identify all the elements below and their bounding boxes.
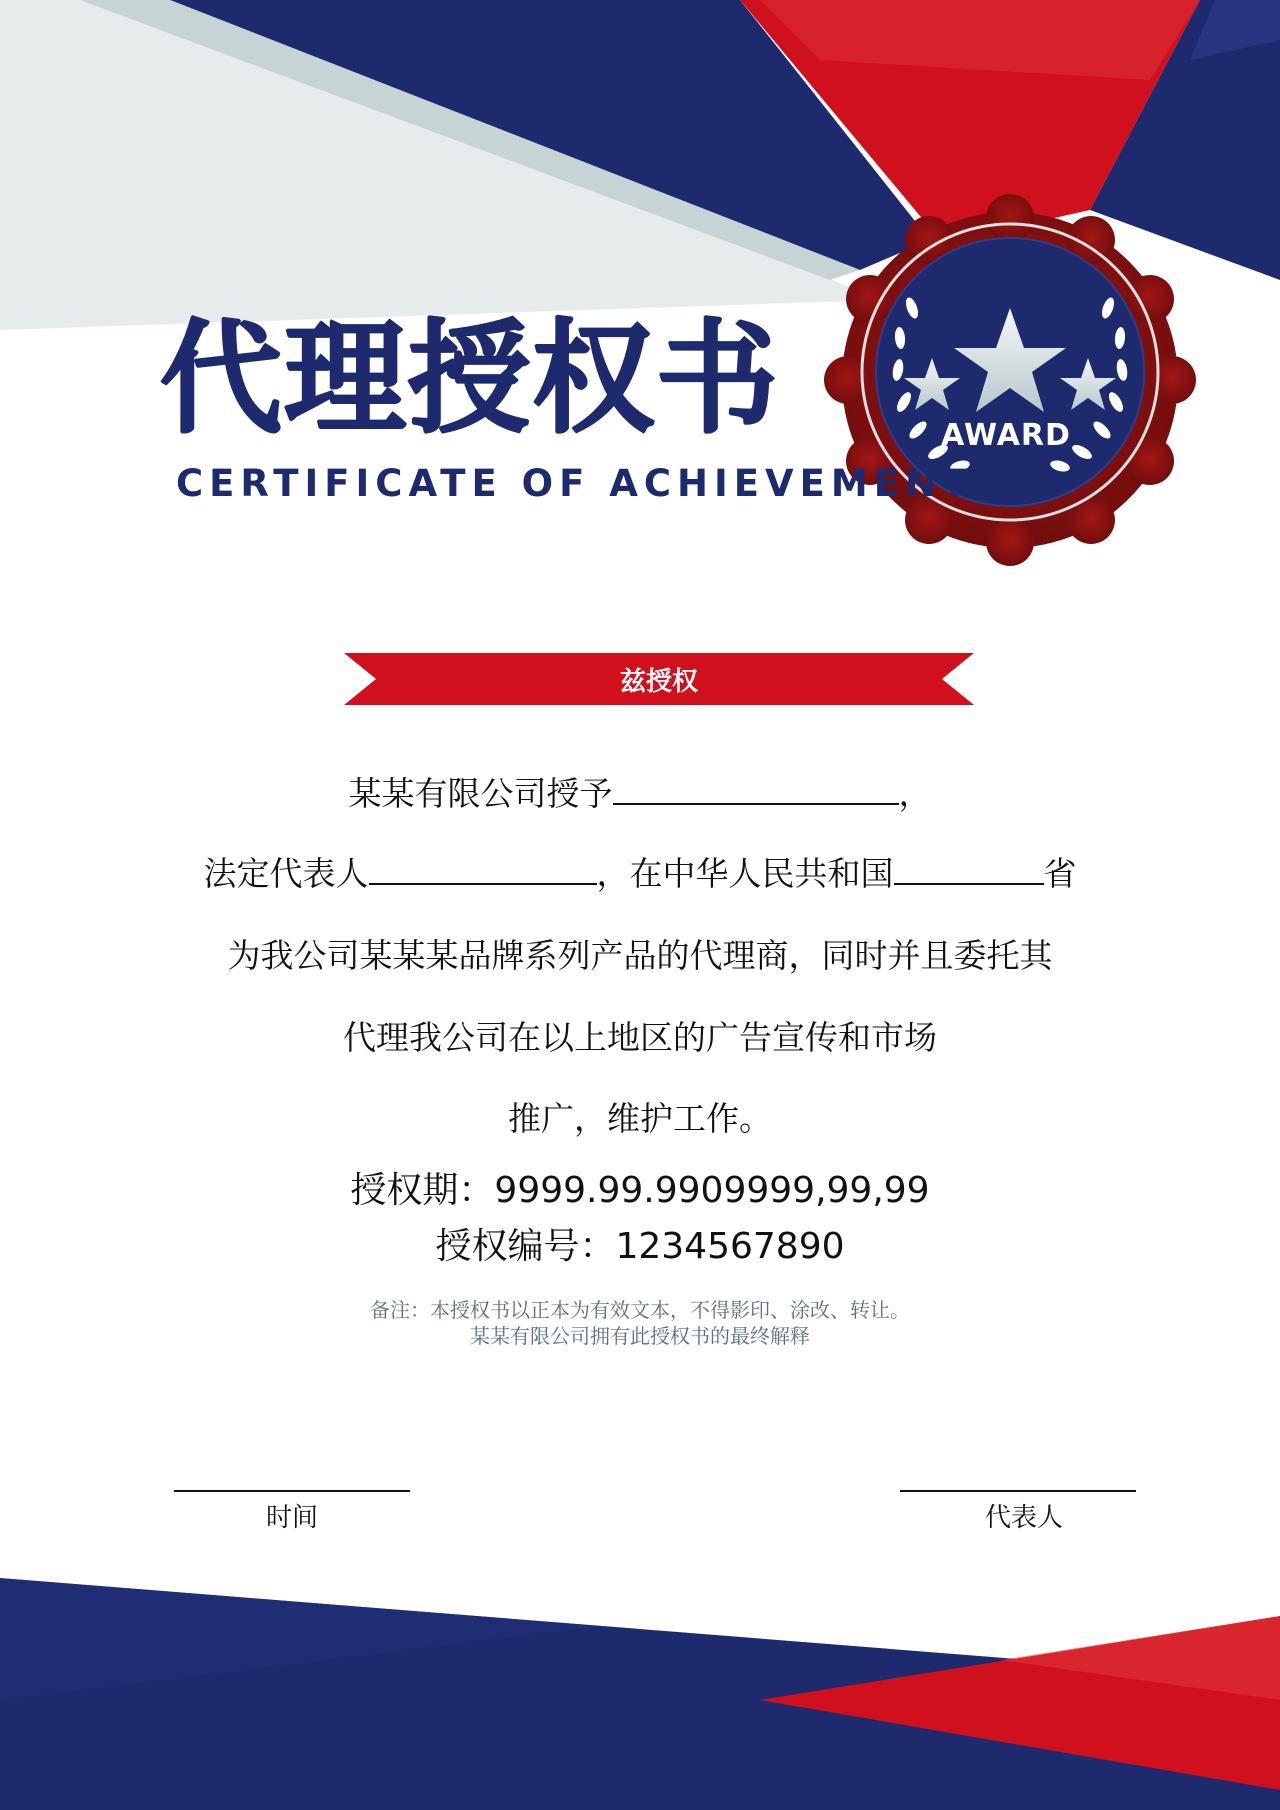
award-seal [820,190,1200,570]
note-line-1: 备注：本授权书以正本为有效文本，不得影印、涂改、转让。 [370,1298,910,1322]
authorization-period: 授权期：9999.99.9909999,99,99 [350,1170,930,1211]
grantor-text: 某某有限公司授予 [348,774,613,813]
seal-label: AWARD [941,418,1071,453]
date-label: 时间 [265,1503,318,1533]
authorization-number: 授权编号：1234567890 [435,1226,845,1267]
certificate-subtitle: CERTIFICATE OF ACHIEVEMENT [176,462,974,505]
body-line-5: 推广，维护工作。 [508,1099,772,1138]
body-line-1: 某某有限公司授予 ， [348,774,932,813]
representative-blank[interactable] [369,853,597,885]
date-signature-line[interactable] [174,1490,410,1492]
representative-signature-line[interactable] [900,1490,1136,1492]
body-line-3: 为我公司某某某品牌系列产品的代理商，同时并且委托其 [227,936,1053,975]
note-line-2: 某某有限公司拥有此授权书的最终解释 [470,1324,810,1348]
body-line-4: 代理我公司在以上地区的广告宣传和市场 [343,1018,937,1057]
body-line-2: 法定代表人 ，在中华人民共和国 省 [203,854,1077,893]
certificate-title: 代理授权书 [160,308,780,450]
representative-label: 代表人 [984,1503,1063,1533]
province-blank[interactable] [894,853,1044,885]
grantee-blank[interactable] [613,773,899,805]
ribbon-label: 兹授权 [619,666,698,697]
